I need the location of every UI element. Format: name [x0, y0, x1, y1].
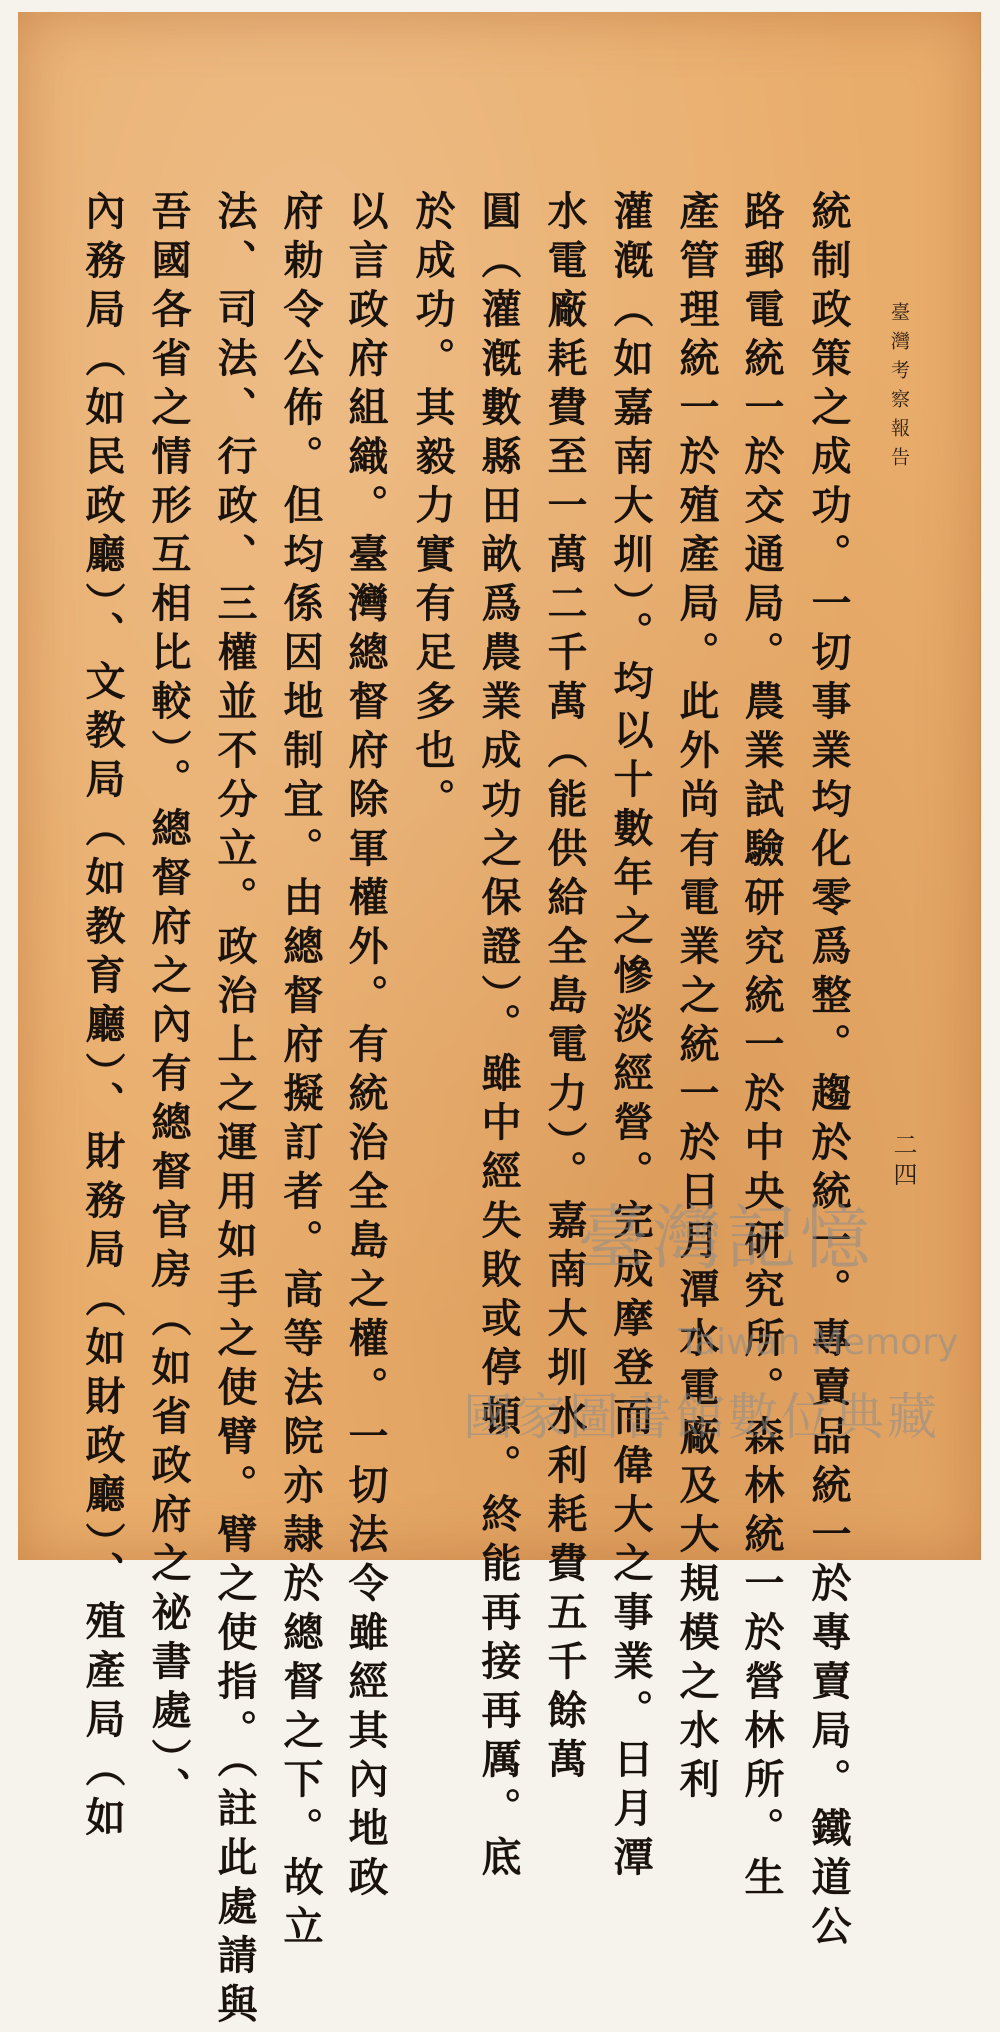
- text-column-8: 以言政府組織。臺灣總督府除軍權外。有統治全島之權。一切法令雖經其內地政: [342, 190, 389, 1905]
- watermark-english: Taiwan Memory: [678, 1322, 959, 1363]
- watermark-library: 國家圖書館數位典藏: [463, 1388, 940, 1446]
- scanned-page: [18, 12, 981, 2032]
- text-column-4: 灌漑（如嘉南大圳）。均以十數年之慘淡經營。完成摩登而偉大之事業。日月潭: [607, 190, 654, 1885]
- text-column-3: 產管理統一於殖產局。此外尚有電業之統一於日月潭水電廠及大規模之水利: [673, 190, 720, 1807]
- text-column-1: 統制政策之成功。一切事業均化零爲整。趨於統一。專賣品統一於專賣局。鐵道公: [805, 190, 852, 1954]
- text-column-11: 吾國各省之情形互相比較）。總督府之內有總督官房（如省政府之祕書處）、: [145, 190, 192, 1816]
- text-column-7: 於成功。其毅力實有足多也。: [409, 190, 456, 827]
- text-column-10: 法、司法、行政、三權並不分立。政治上之運用如手之使臂。臂之使指。（註此處請與: [211, 190, 258, 2032]
- watermark-logo: 臺灣記憶: [578, 1197, 874, 1279]
- running-header: 臺灣考察報告: [888, 302, 910, 476]
- text-column-9: 府勅令公佈。但均係因地制宜。由總督府擬訂者。高等法院亦隷於總督之下。故立: [277, 190, 324, 1954]
- text-column-2: 路郵電統一於交通局。農業試驗研究統一於中央研究所。森林統一於營林所。生: [738, 190, 785, 1905]
- text-column-6: 圓（灌漑數縣田畝爲農業成功之保證）。雖中經失敗或停頓。終能再接再厲。底: [475, 190, 522, 1885]
- text-column-5: 水電廠耗費至一萬二千萬（能供給全島電力）。嘉南大圳水利耗費五千餘萬: [541, 190, 588, 1787]
- text-column-12: 內務局（如民政廳）、文教局（如教育廳）、財務局（如財政廳）、殖產局（如: [79, 190, 126, 1845]
- page-number: 二四: [889, 1132, 917, 1192]
